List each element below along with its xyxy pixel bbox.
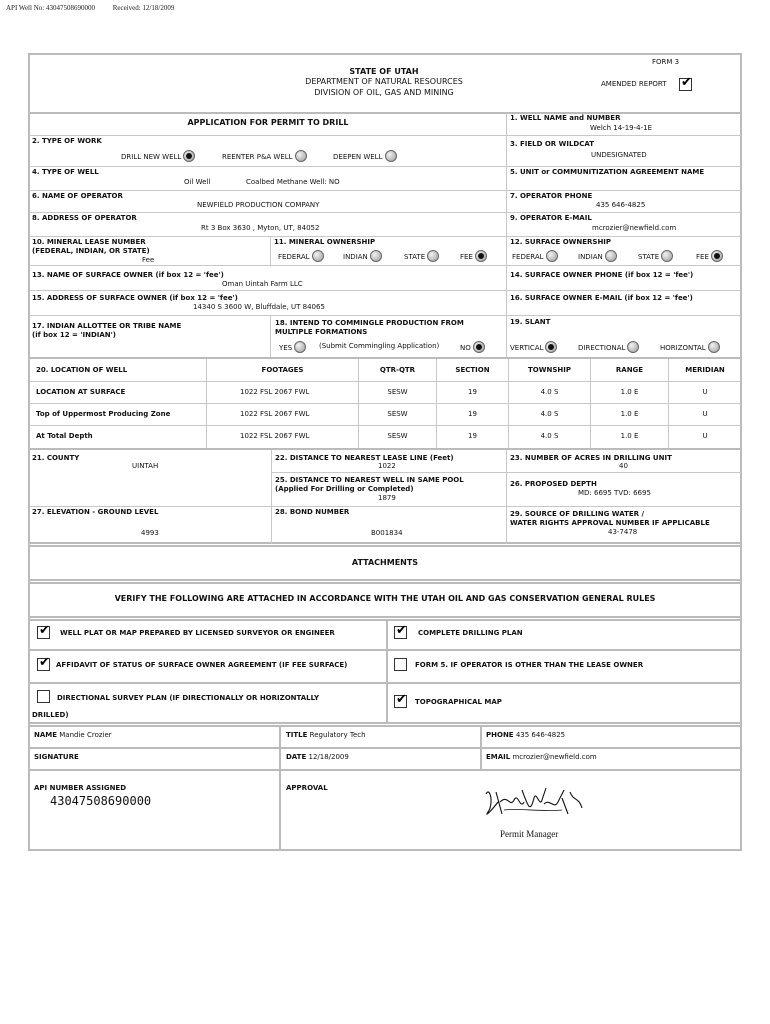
row-range: 1.0 E (620, 388, 639, 396)
type-of-work-drill-option[interactable]: DRILL NEW WELL (121, 151, 195, 163)
county-value: UINTAH (132, 462, 159, 470)
signature-label: SIGNATURE (34, 753, 79, 761)
township-header: TOWNSHIP (528, 366, 571, 374)
amended-report-label: AMENDED REPORT (601, 80, 667, 88)
radio-icon (427, 250, 439, 262)
received-date: Received: 12/18/2009 (112, 4, 175, 12)
proposed-depth-label: 26. PROPOSED DEPTH (510, 480, 597, 488)
slant-directional-option[interactable]: DIRECTIONAL (578, 342, 639, 354)
row-section: 19 (468, 388, 477, 396)
operator-email-label: 9. OPERATOR E-MAIL (510, 214, 592, 222)
row-township: 4.0 S (540, 432, 559, 440)
type-of-work-label: 2. TYPE OF WORK (32, 137, 102, 145)
commingle-label: 18. INTEND TO COMMINGLE PRODUCTION FROM (275, 319, 464, 327)
field-wildcat-value: UNDESIGNATED (591, 151, 647, 159)
radio-icon (385, 150, 397, 162)
radio-icon (708, 341, 720, 353)
api-well-number: API Well No: 43047508690000 (6, 4, 95, 12)
email-value: mcrozier@newfield.com (512, 753, 597, 761)
row-section: 19 (468, 432, 477, 440)
title-value: Regulatory Tech (309, 731, 366, 739)
attachment-label-form5: FORM 5. IF OPERATOR IS OTHER THAN THE LEASE OWNER (415, 661, 644, 669)
row-township: 4.0 S (540, 388, 559, 396)
radio-icon (546, 250, 558, 262)
row-footages: 1022 FSL 2067 FWL (240, 410, 310, 418)
row-meridian: U (702, 388, 708, 396)
field-wildcat-label: 3. FIELD OR WILDCAT (510, 140, 595, 148)
phone-value: 435 646-4825 (515, 731, 566, 739)
mineral-lease-label: 10. MINERAL LEASE NUMBER (32, 238, 146, 246)
name-value: Mandie Crozier (59, 731, 112, 739)
mineral-ownership-indian[interactable]: INDIAN (343, 251, 382, 263)
surface-owner-name-label: 13. NAME OF SURFACE OWNER (if box 12 = 'fee') (32, 271, 224, 279)
commingle-no-option[interactable]: NO (460, 342, 485, 354)
drilling-unit-acres-value: 40 (619, 462, 628, 470)
radio-selected-icon (183, 150, 195, 162)
water-rights-value: 43-7478 (608, 528, 638, 536)
attachment-label-topo-map: TOPOGRAPHICAL MAP (415, 698, 502, 706)
location-header: 20. LOCATION OF WELL (36, 366, 128, 374)
mineral-ownership-federal[interactable]: FEDERAL (278, 251, 324, 263)
department-heading: DEPARTMENT OF NATURAL RESOURCES (305, 77, 463, 86)
lease-line-distance-value: 1022 (378, 462, 396, 470)
type-of-work-deepen-option[interactable]: DEEPEN WELL (333, 151, 397, 163)
phone-field: PHONE 435 646-4825 (486, 731, 566, 739)
type-of-work-reenter-option[interactable]: REENTER P&A WELL (222, 151, 307, 163)
commingle-yes-option[interactable]: YES (279, 342, 306, 354)
indian-allottee-sublabel: (if box 12 = 'INDIAN') (32, 331, 116, 339)
name-field: NAME Mandie Crozier (34, 731, 112, 739)
well-name-label: 1. WELL NAME and NUMBER (510, 114, 621, 122)
checkmark-icon: ✔ (396, 692, 407, 707)
attachment-label-directional-survey: DIRECTIONAL SURVEY PLAN (IF DIRECTIONALLY OR HORIZONTALLY (57, 694, 320, 702)
mineral-lease-sublabel: (FEDERAL, INDIAN, OR STATE) (32, 247, 150, 255)
radio-icon (661, 250, 673, 262)
operator-address-value: Rt 3 Box 3630 , Myton, UT, 84052 (201, 224, 320, 232)
api-number-label: API NUMBER ASSIGNED (34, 784, 127, 792)
qtr-qtr-header: QTR-QTR (379, 366, 416, 374)
indian-allottee-label: 17. INDIAN ALLOTTEE OR TRIBE NAME (32, 322, 182, 330)
division-heading: DIVISION OF OIL, GAS AND MINING (314, 88, 454, 97)
bond-number-value: B001834 (371, 529, 403, 537)
row-township: 4.0 S (540, 410, 559, 418)
row-range: 1.0 E (620, 410, 639, 418)
application-title: APPLICATION FOR PERMIT TO DRILL (187, 118, 349, 127)
water-source-label: 29. SOURCE OF DRILLING WATER / (510, 510, 645, 518)
row-meridian: U (702, 410, 708, 418)
surface-ownership-indian[interactable]: INDIAN (578, 251, 617, 263)
footages-header: FOOTAGES (261, 366, 304, 374)
commingle-sublabel: MULTIPLE FORMATIONS (275, 328, 368, 336)
elevation-label: 27. ELEVATION - GROUND LEVEL (32, 508, 159, 516)
type-of-well-value: Oil Well (184, 178, 211, 186)
well-name-value: Welch 14-19-4-1E (590, 124, 652, 132)
row-section: 19 (468, 410, 477, 418)
row-footages: 1022 FSL 2067 FWL (240, 388, 310, 396)
proposed-depth-value: MD: 6695 TVD: 6695 (578, 489, 651, 497)
attachment-label-well-plat: WELL PLAT OR MAP PREPARED BY LICENSED SURVEYOR OR ENGINEER (60, 629, 335, 637)
form-number: FORM 3 (652, 58, 680, 66)
row-qtr-qtr: SESW (387, 410, 408, 418)
unit-agreement-label: 5. UNIT or COMMUNITIZATION AGREEMENT NAME (510, 168, 705, 176)
surface-ownership-state[interactable]: STATE (638, 251, 673, 263)
date-field: DATE 12/18/2009 (286, 753, 349, 761)
mineral-ownership-state[interactable]: STATE (404, 251, 439, 263)
attachments-title: ATTACHMENTS (351, 558, 419, 567)
mineral-ownership-label: 11. MINERAL OWNERSHIP (274, 238, 376, 246)
nearest-well-value: 1879 (378, 494, 396, 502)
operator-phone-value: 435 646-4825 (596, 201, 646, 209)
row-location-label: Top of Uppermost Producing Zone (36, 410, 171, 418)
surface-ownership-federal[interactable]: FEDERAL (512, 251, 558, 263)
attachment-checkbox-drilling-plan[interactable] (394, 623, 407, 639)
nearest-well-label: 25. DISTANCE TO NEAREST WELL IN SAME POOL (275, 476, 464, 484)
radio-icon (295, 150, 307, 162)
surface-ownership-label: 12. SURFACE OWNERSHIP (510, 238, 612, 246)
radio-selected-icon (711, 250, 723, 262)
surface-owner-address-label: 15. ADDRESS OF SURFACE OWNER (if box 12 = 'fee') (32, 294, 238, 302)
attachment-checkbox-form5[interactable] (394, 658, 407, 671)
attachment-label-affidavit: AFFIDAVIT OF STATUS OF SURFACE OWNER AGREEMENT (IF FEE SURFACE) (56, 661, 348, 669)
amended-report-checkbox[interactable] (679, 75, 692, 91)
commingle-note: (Submit Commingling Application) (319, 342, 440, 350)
mineral-ownership-fee[interactable]: FEE (460, 251, 487, 263)
attachment-checkbox-well-plat[interactable] (37, 623, 50, 639)
county-label: 21. COUNTY (32, 454, 80, 462)
checkmark-icon: ✔ (396, 623, 407, 638)
surface-ownership-fee[interactable]: FEE (696, 251, 723, 263)
elevation-value: 4993 (141, 529, 159, 537)
date-value: 12/18/2009 (308, 753, 349, 761)
radio-icon (370, 250, 382, 262)
nearest-well-sublabel: (Applied For Drilling or Completed) (275, 485, 414, 493)
title-field: TITLE Regulatory Tech (286, 731, 366, 739)
surface-owner-email-label: 16. SURFACE OWNER E-MAIL (if box 12 = 'fee') (510, 294, 693, 302)
surface-owner-address-value: 14340 S 3600 W, Bluffdale, UT 84065 (193, 303, 325, 311)
attachment-checkbox-affidavit[interactable] (37, 655, 50, 671)
type-of-well-label: 4. TYPE OF WELL (32, 168, 99, 176)
approver-signature (480, 780, 590, 825)
row-meridian: U (702, 432, 708, 440)
lease-line-distance-label: 22. DISTANCE TO NEAREST LEASE LINE (Feet) (275, 454, 454, 462)
operator-address-label: 8. ADDRESS OF OPERATOR (32, 214, 137, 222)
attachment-label-directional-survey-cont: DRILLED) (32, 711, 69, 719)
row-location-label: At Total Depth (36, 432, 93, 440)
surface-owner-phone-label: 14. SURFACE OWNER PHONE (if box 12 = 'fee') (510, 271, 694, 279)
row-location-label: LOCATION AT SURFACE (36, 388, 126, 396)
radio-icon (627, 341, 639, 353)
slant-horizontal-option[interactable]: HORIZONTAL (660, 342, 720, 354)
email-field: EMAIL mcrozier@newfield.com (486, 753, 597, 761)
checkmark-icon: ✔ (681, 75, 692, 90)
coalbed-methane-value: Coalbed Methane Well: NO (246, 178, 340, 186)
slant-label: 19. SLANT (510, 318, 551, 326)
section-header: SECTION (455, 366, 490, 374)
state-heading: STATE OF UTAH (349, 67, 419, 76)
radio-selected-icon (545, 341, 557, 353)
radio-icon (605, 250, 617, 262)
operator-name-value: NEWFIELD PRODUCTION COMPANY (197, 201, 320, 209)
approver-title: Permit Manager (500, 829, 559, 839)
drilling-unit-acres-label: 23. NUMBER OF ACRES IN DRILLING UNIT (510, 454, 672, 462)
checkmark-icon: ✔ (39, 623, 50, 638)
signoff-section (28, 725, 742, 851)
radio-icon (294, 341, 306, 353)
row-qtr-qtr: SESW (387, 432, 408, 440)
verify-statement: VERIFY THE FOLLOWING ARE ATTACHED IN ACCORDANCE WITH THE UTAH OIL AND GAS CONSERVATION GENERAL RULES (114, 594, 656, 603)
checkmark-icon: ✔ (39, 655, 50, 670)
radio-icon (312, 250, 324, 262)
attachment-checkbox-directional-survey[interactable] (37, 690, 50, 703)
bond-number-label: 28. BOND NUMBER (275, 508, 350, 516)
slant-vertical-option[interactable]: VERTICAL (510, 342, 557, 354)
operator-phone-label: 7. OPERATOR PHONE (510, 192, 593, 200)
attachment-checkbox-topo-map[interactable] (394, 692, 407, 708)
page-header (6, 4, 190, 12)
water-rights-label: WATER RIGHTS APPROVAL NUMBER IF APPLICABLE (510, 519, 710, 527)
radio-selected-icon (473, 341, 485, 353)
meridian-header: MERIDIAN (685, 366, 725, 374)
operator-name-label: 6. NAME OF OPERATOR (32, 192, 123, 200)
row-footages: 1022 FSL 2067 FWL (240, 432, 310, 440)
row-qtr-qtr: SESW (387, 388, 408, 396)
approval-label: APPROVAL (286, 784, 328, 792)
row-range: 1.0 E (620, 432, 639, 440)
radio-selected-icon (475, 250, 487, 262)
attachment-label-drilling-plan: COMPLETE DRILLING PLAN (418, 629, 523, 637)
range-header: RANGE (615, 366, 644, 374)
api-number-value: 43047508690000 (50, 794, 152, 808)
surface-owner-name-value: Oman Uintah Farm LLC (222, 280, 303, 288)
mineral-lease-value: Fee (142, 256, 155, 264)
operator-email-value: mcrozier@newfield.com (592, 224, 677, 232)
